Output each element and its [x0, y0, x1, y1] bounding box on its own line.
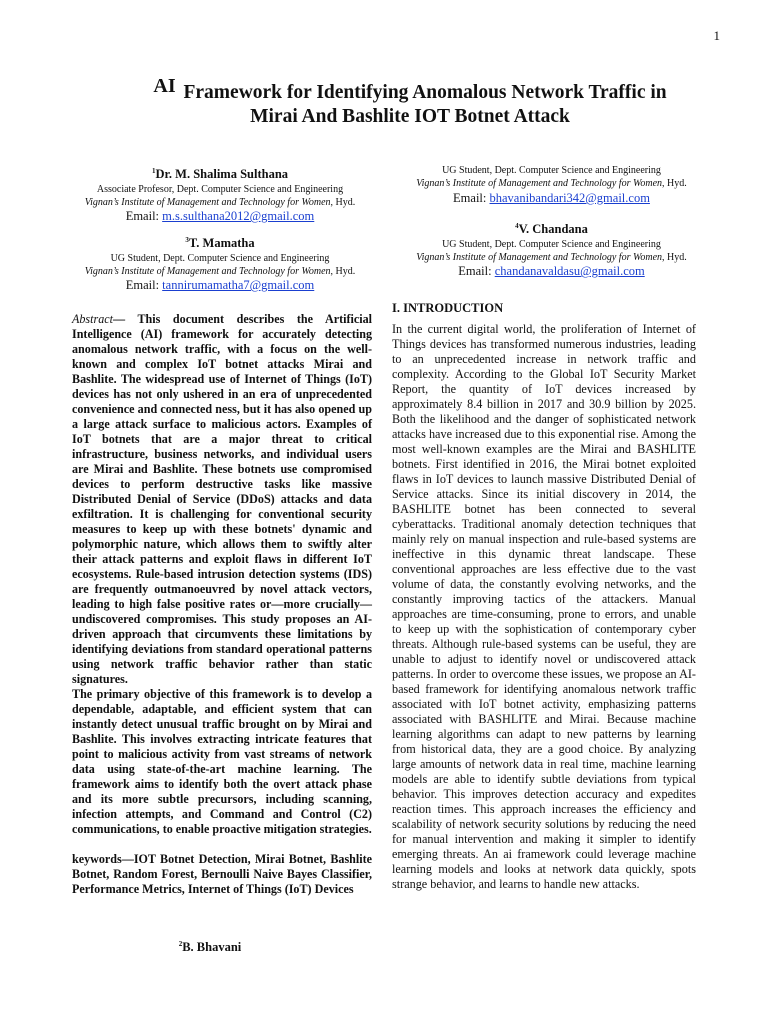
author-name: $^4$V. Chandana — [515, 222, 588, 237]
introduction-text: In the current digital world, the proliferation of Internet of Things devices has transformed numerous industries, leading to an unprecedented increase in network traffic and complexity. According to the Global IoT Security Market Report, the quantity of IoT devices increased by approximately 8.4 billion in 2017 and 30.9 billion by 2025. Both the likelihood and the danger of sophisticated network attacks have increased due to this exponential rise. Among the most well-known examples are the Mirai and BASHLITE botnets. First identified in 2016, the Mirai botnet exploited flaws in IoT devices to launch massive Distributed Denial of Service attacks. Since its initial discovery in 2014, the BASHLITE botnet has been connected to several cyberattacks. Traditional anomaly detection techniques that mainly rely on manual inspection and rule-based systems are ineffective in this dynamic threat landscape. These conventional approaches are less effective due to the vast volume of data, the constantly evolving networks, and the constantly improving tactics of the attackers. Manual approaches are time-consuming, prone to errors, and unable to keep up with the sophistication of contemporary cyber threats. Although rule-based systems can be useful, they are unable to adjust to identify novel or undiscovered attack patterns. In order to overcome these issues, we propose an AI-based framework for identifying anomalous network traffic associated with IoT botnet activity, emphasizing patterns associated with BASHLITE and Mirai. Because machine learning algorithms can adapt to new patterns by learning from historical data, they are a good choice. By analyzing large amounts of network data in real time, machine learning models are able to identify subtle deviations from typical behavior. This improves detection accuracy and expedites reaction times. This approach increases the efficiency and scalability of network security solutions by reducing the need for manual intervention and making it simpler to identify emerging threats. An ai framework could leverage machine learning models and looks at network data quickly, spots strange behavior, and learns to handle new attacks. — [392, 322, 696, 891]
author-affiliation: Vignan’s Institute of Management and Technology for Women, Hyd. — [84, 197, 356, 209]
section-heading: I. INTRODUCTION — [392, 301, 504, 315]
author-name-2: $^2$B. Bhavani — [178, 940, 242, 955]
keywords: keywords—IOT Botnet Detection, Mirai Botnet, Bashlite Botnet, Random Forest, Bernoulli Naive Bayes Classifier, Performance Metrics, Internet of Things (IoT) Devices — [72, 852, 372, 896]
author-email: Email: bhavanibandari342@gmail.com — [453, 191, 650, 205]
email-link[interactable]: tannirumamatha7@gmail.com — [162, 278, 315, 293]
author-block-1 — [70, 163, 370, 224]
author-email: Email: tannirumamatha7@gmail.com — [125, 278, 315, 293]
author-affiliation: Vignan’s Institute of Management and Technology for Women, Hyd. — [84, 266, 356, 278]
abstract-section — [72, 312, 372, 897]
title-line-1: Framework for Identifying Anomalous Network Traffic in — [183, 82, 667, 103]
paper-title — [60, 75, 760, 129]
author-email: Email: m.s.sulthana2012@gmail.com — [125, 209, 315, 224]
author-affiliation: Vignan’s Institute of Management and Technology for Women, Hyd. — [416, 252, 687, 264]
email-link[interactable]: bhavanibandari342@gmail.com — [489, 191, 650, 205]
title-prefix: AI — [153, 75, 176, 97]
author-block-4 — [400, 218, 703, 279]
title-line-2: Mirai And Bashlite IOT Botnet Attack — [250, 106, 570, 127]
author-role: UG Student, Dept. Computer Science and Engineering — [442, 165, 661, 176]
author-block-3 — [70, 232, 370, 293]
abstract-label: Abstract — [72, 312, 113, 326]
email-link[interactable]: chandanavaldasu@gmail.com — [494, 264, 645, 279]
author-block-2 — [400, 164, 703, 206]
email-link[interactable]: m.s.sulthana2012@gmail.com — [162, 209, 315, 224]
abstract-paragraph-2: The primary objective of this framework is to develop a dependable, adaptable, and efficient system that can instantly detect unusual traffic brought on by Mirai and Bashlite. This involves extracting intricate features that point to malicious activity from vast streams of network data using state-of-the-art machine learning. The framework aims to identify both the overt attack phase and its more subtle precursors, including scanning, infection attempts, and Command and Control (C2) communications, to enable proactive mitigation strategies. — [72, 687, 372, 836]
author-name: $^3$T. Mamatha — [185, 236, 255, 251]
author-role: UG Student, Dept. Computer Science and Engineering — [110, 253, 330, 265]
author-affiliation: Vignan’s Institute of Management and Technology for Women, Hyd. — [416, 178, 687, 189]
page-number: 1 — [713, 28, 720, 43]
introduction-section — [392, 300, 696, 892]
author-name: $^1$Dr. M. Shalima Sulthana — [151, 167, 289, 182]
author-role: UG Student, Dept. Computer Science and Engineering — [442, 239, 661, 251]
abstract-paragraph-1: Abstract— This document describes the Artificial Intelligence (AI) framework for accurately detecting anomalous network traffic, with a focus on the well-known and complex IoT botnet attacks Mirai and Bashlite. The widespread use of Internet of Things (IoT) devices has not only ushered in an era of unprecedented convenience and connected ness, but it has also opened up a large attack surface to malicious actors. Examples of IoT botnets that are a major threat to critical infrastructure, business networks, and individual users are Mirai and Bashlite. These botnets use compromised devices to perform destructive tasks like massive Distributed Denial of Service (DDoS) attacks and data exfiltration. It is challenging for conventional security measures to keep up with these botnets' dynamic and polymorphic nature, which allows them to swiftly alter their attack patterns and exploit flaws in different IoT ecosystems. Rule-based intrusion detection systems (IDS) are frequently outmanoeuvred by novel attack vectors, leading to high false positive rates or—more crucially—undiscovered compromises. This study proposes an AI-driven approach that circumvents these limitations by identifying deviations from standard operational patterns using network traffic behavior rather than static signatures. — [72, 312, 372, 686]
author-role: Associate Profesor, Dept. Computer Science and Engineering — [96, 184, 344, 196]
author-email: Email: chandanavaldasu@gmail.com — [458, 264, 645, 279]
